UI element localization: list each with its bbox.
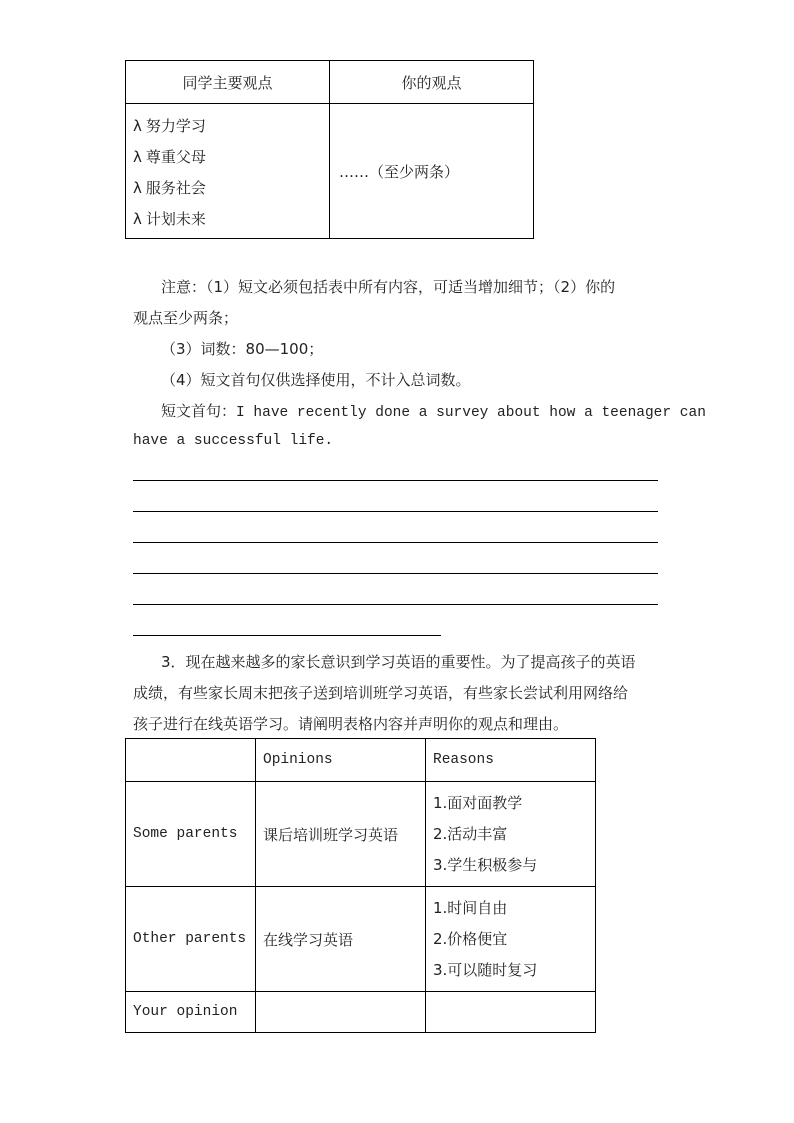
row-reasons: [426, 887, 595, 991]
view-item: λ 尊重父母: [133, 148, 206, 166]
row-who: Some parents: [126, 782, 256, 886]
opening-text-continued: have a successful life.: [133, 433, 334, 449]
reason-item: 2.价格便宜: [433, 929, 508, 948]
table-row: [126, 992, 595, 1032]
header-classmates-views: 同学主要观点: [126, 61, 330, 103]
opening-text: I have recently done a survey about how a teenager can: [236, 405, 706, 421]
writing-line: [133, 542, 658, 543]
row-who: Other parents: [126, 887, 256, 991]
reason-item: 1.时间自由: [433, 898, 508, 917]
classmates-views-cell: [126, 104, 330, 238]
view-item: λ 努力学习: [133, 117, 206, 135]
views-table: [125, 60, 534, 239]
header-your-views: 你的观点: [401, 73, 462, 92]
table-header-row: [126, 739, 595, 782]
views-table-body: [126, 104, 533, 238]
header-blank: [126, 739, 256, 781]
view-item: λ 服务社会: [133, 179, 206, 197]
row-opinion: 课后培训班学习英语: [256, 782, 426, 886]
q3-line-1: 3．现在越来越多的家长意识到学习英语的重要性。为了提高孩子的英语: [161, 653, 636, 671]
writing-line: [133, 480, 658, 481]
bullet-icon: λ: [133, 117, 142, 135]
writing-line-short: [133, 635, 441, 636]
note-line-1: 注意：（1）短文必须包括表中所有内容，可适当增加细节；（2）你的: [161, 278, 616, 296]
q3-line-2: 成绩，有些家长周末把孩子送到培训班学习英语，有些家长尝试利用网络给: [133, 684, 629, 702]
reason-item: 2.活动丰富: [433, 824, 508, 843]
writing-line: [133, 511, 658, 512]
header-reasons: Reasons: [433, 752, 494, 768]
view-item: λ 计划未来: [133, 210, 206, 228]
note-line-2: 观点至少两条；: [133, 309, 239, 327]
bullet-icon: λ: [133, 179, 142, 197]
opening-label: 短文首句：: [161, 402, 237, 420]
opinions-table: [125, 738, 596, 1033]
table-row: [126, 782, 595, 887]
row-reasons: [426, 992, 595, 1032]
your-views-cell: ……（至少两条）: [339, 162, 460, 181]
note-line-3: （3）词数：80—100；: [161, 340, 324, 358]
bullet-icon: λ: [133, 210, 142, 228]
row-opinion: 在线学习英语: [256, 887, 426, 991]
bullet-icon: λ: [133, 148, 142, 166]
opening-sentence: [161, 400, 706, 421]
table-row: [126, 887, 595, 992]
reason-item: 3.可以随时复习: [433, 960, 538, 979]
views-table-header: [126, 61, 533, 104]
reason-item: 3.学生积极参与: [433, 855, 538, 874]
row-who: Your opinion: [126, 992, 256, 1032]
writing-line: [133, 604, 658, 605]
row-reasons: [426, 782, 595, 886]
note-line-4: （4）短文首句仅供选择使用，不计入总词数。: [161, 371, 471, 389]
header-opinions: Opinions: [256, 739, 426, 781]
writing-line: [133, 573, 658, 574]
row-opinion: [256, 992, 426, 1032]
q3-line-3: 孩子进行在线英语学习。请阐明表格内容并声明你的观点和理由。: [133, 715, 569, 733]
reason-item: 1.面对面教学: [433, 793, 523, 812]
